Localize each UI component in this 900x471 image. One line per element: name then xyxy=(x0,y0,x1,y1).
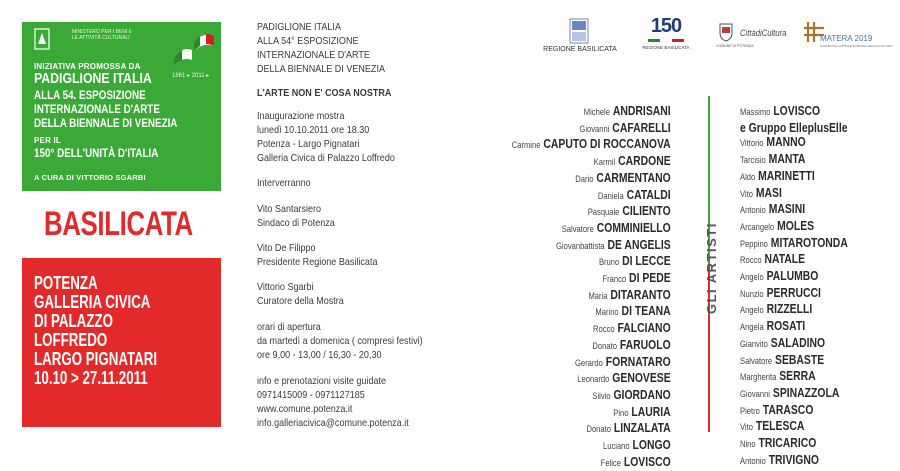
artist-entry xyxy=(740,236,848,253)
artists-label xyxy=(701,222,721,314)
artists-list-right xyxy=(740,104,848,469)
artist-entry xyxy=(740,353,848,370)
artist-first-name: Silvio xyxy=(592,390,611,402)
artist-first-name: Pietro xyxy=(740,405,760,417)
artist-first-name: Peppino xyxy=(740,238,768,250)
artist-last-name: NATALE xyxy=(764,251,806,267)
artist-first-name: Gianvito xyxy=(740,338,768,350)
artist-first-name: Massimo xyxy=(740,107,771,118)
artist-entry xyxy=(512,121,671,138)
matera-2019-logo xyxy=(800,18,893,50)
artist-entry xyxy=(740,419,848,436)
artist-first-name: Angelo xyxy=(740,305,764,317)
artist-entry xyxy=(740,386,848,403)
artist-first-name: Aldo xyxy=(740,171,756,183)
artist-first-name: Nunzio xyxy=(740,288,764,300)
artist-first-name: Pino xyxy=(613,407,629,419)
anniversary-number: 150 xyxy=(650,15,682,37)
artist-last-name: CAFARELLI xyxy=(612,119,671,135)
artist-entry xyxy=(740,202,848,219)
ministry-text: MINISTERO PER I BENI E LE ATTIVITÀ CULTURALI xyxy=(72,29,133,41)
artists-label-text: GLI ARTISTI xyxy=(704,222,719,314)
artist-last-name: SALADINO xyxy=(770,334,826,350)
artist-entry xyxy=(740,286,848,303)
artist-entry xyxy=(740,252,848,269)
artist-entry xyxy=(512,104,671,121)
artist-entry xyxy=(740,152,848,169)
venue-line: LOFFREDO xyxy=(34,330,108,350)
artist-last-name: TARASCO xyxy=(762,401,814,417)
speaker-name: Vittorio Sgarbi xyxy=(257,281,314,293)
artist-entry xyxy=(512,355,671,372)
artist-entry xyxy=(740,369,848,386)
artist-last-name: CARMENTANO xyxy=(596,169,671,185)
artist-first-name: Vito xyxy=(740,188,753,200)
artist-first-name: Rocco xyxy=(740,255,762,267)
artist-first-name: Rocco xyxy=(593,324,615,336)
artist-last-name: SEBASTE xyxy=(775,351,825,367)
artist-last-name: LOVISCO xyxy=(624,453,671,469)
artist-last-name: MANNO xyxy=(766,134,806,150)
artists-list-left xyxy=(512,104,671,471)
artist-last-name: CILIENTO xyxy=(622,203,671,219)
artist-entry xyxy=(512,388,671,405)
header-line: PADIGLIONE ITALIA xyxy=(257,21,341,33)
artist-entry xyxy=(740,453,848,470)
hours-line: da martedì a domenica ( compresi festivi) xyxy=(257,335,423,347)
matera-text: MATERA 2019 xyxy=(820,34,873,43)
artist-last-name: COMMINIELLO xyxy=(597,219,671,235)
speaker-role: Curatore della Mostra xyxy=(257,295,344,307)
for-the: PER IL xyxy=(34,136,61,145)
venue-line: DI PALAZZO xyxy=(34,311,113,331)
artist-first-name: Michele xyxy=(584,107,611,118)
inauguration-line: Potenza - Largo Pignatari xyxy=(257,138,360,150)
artist-last-name: RIZZELLI xyxy=(766,301,813,317)
unity-anniversary: 150° DELL'UNITÀ D'ITALIA xyxy=(34,146,159,160)
artist-entry xyxy=(512,455,671,471)
artist-entry xyxy=(512,188,671,205)
artist-entry xyxy=(512,204,671,221)
artist-entry xyxy=(740,186,848,203)
artist-last-name: TELESCA xyxy=(755,418,805,434)
header-line: ALLA 54° ESPOSIZIONE xyxy=(257,35,359,47)
speaker-block xyxy=(257,280,344,308)
artist-last-name: MITAROTONDA xyxy=(770,234,848,250)
speaker-name: Vito De Filippo xyxy=(257,242,316,254)
flags-icon xyxy=(172,28,216,68)
artist-first-name: Donato xyxy=(592,340,618,352)
artist-first-name: Tarcisio xyxy=(740,155,766,167)
artist-entry xyxy=(512,137,671,154)
artist-last-name: ROSATI xyxy=(766,318,806,334)
artist-first-name: Giovanbattista xyxy=(556,240,605,252)
artist-last-name: DI PEDE xyxy=(629,270,671,286)
opening-hours xyxy=(257,320,423,362)
artist-last-name: SPINAZZOLA xyxy=(772,384,840,400)
anniversary-caption: REGIONE BASILICATA xyxy=(642,45,690,50)
pavilion-title: PADIGLIONE ITALIA xyxy=(34,70,152,87)
speaker-block xyxy=(257,241,377,269)
speaker-role: Sindaco di Potenza xyxy=(257,217,335,229)
artist-first-name: Leonardo xyxy=(577,374,610,386)
artist-first-name: Nino xyxy=(740,439,756,451)
artist-entry xyxy=(740,169,848,186)
ministry-emblem-icon xyxy=(34,28,68,50)
artist-last-name: LONGO xyxy=(632,437,671,453)
artist-first-name: Salvatore xyxy=(562,223,595,235)
artist-first-name: Dario xyxy=(575,173,594,185)
artist-entry xyxy=(512,405,671,422)
artist-entry xyxy=(512,154,671,171)
venue-box xyxy=(22,258,221,427)
info-line: info e prenotazioni visite guidate xyxy=(257,375,387,387)
artist-last-name: MASINI xyxy=(768,201,806,217)
hours-line: orari di apertura xyxy=(257,321,321,333)
exhibition-line: INTERNAZIONALE D'ARTE xyxy=(34,102,160,116)
inauguration-line: lunedì 10.10.2011 ore 18.30 xyxy=(257,124,370,136)
phone-numbers: 0971415009 - 0971127185 xyxy=(257,389,365,401)
venue-line: LARGO PIGNATARI xyxy=(34,349,158,369)
artist-last-name: DITARANTO xyxy=(610,286,671,302)
citta-text: CittàdiCultura xyxy=(740,28,787,38)
regione-caption: REGIONE BASILICATA xyxy=(543,46,617,53)
artist-entry xyxy=(740,269,848,286)
artist-last-name: MASI xyxy=(755,184,782,200)
artist-last-name: FORNATARO xyxy=(606,353,671,369)
artist-entry xyxy=(512,171,671,188)
speaker-name: Vito Santarsiero xyxy=(257,203,322,215)
artist-last-name: FALCIANO xyxy=(617,320,671,336)
artist-first-name: Antonio xyxy=(740,205,766,217)
promotion-box xyxy=(22,22,221,191)
comune-caption: COMUNE DI POTENZA xyxy=(716,44,754,48)
artist-entry xyxy=(740,436,848,453)
exhibition-line: ALLA 54. ESPOSIZIONE xyxy=(34,88,146,102)
motto: L'ARTE NON E' COSA NOSTRA xyxy=(257,87,392,99)
curator-line: A CURA DI VITTORIO SGARBI xyxy=(34,173,146,182)
artist-first-name: Marino xyxy=(595,307,619,319)
artist-last-name: GENOVESE xyxy=(612,370,671,386)
exhibition-line: DELLA BIENNALE DI VENEZIA xyxy=(34,116,178,130)
venue-line: GALLERIA CIVICA xyxy=(34,292,151,312)
artist-first-name: Bruno xyxy=(599,257,620,269)
artist-last-name: TRIVIGNO xyxy=(768,451,819,467)
artist-last-name: TRICARICO xyxy=(758,435,817,451)
artist-first-name: Vittorio xyxy=(740,138,764,150)
artist-entry xyxy=(512,338,671,355)
comune-crest-icon xyxy=(718,22,734,42)
artist-last-name: PALUMBO xyxy=(766,268,819,284)
speaker-block xyxy=(257,202,335,230)
speaker-role: Presidente Regione Basilicata xyxy=(257,256,378,268)
artist-last-name: FARUOLO xyxy=(620,336,671,352)
artist-first-name: Luciano xyxy=(603,441,630,453)
venue-line: POTENZA xyxy=(34,273,98,293)
artist-first-name: Karmil xyxy=(593,157,616,169)
inauguration-line: Galleria Civica di Palazzo Loffredo xyxy=(257,152,395,164)
artist-last-name: ANDRISANI xyxy=(613,103,671,118)
contact-info xyxy=(257,374,409,430)
artist-first-name: Antonio xyxy=(740,455,766,467)
artist-entry xyxy=(512,321,671,338)
artist-entry xyxy=(512,221,671,238)
artist-last-name: CAPUTO DI ROCCANOVA xyxy=(543,136,671,152)
artist-last-name: MOLES xyxy=(777,217,815,233)
artist-first-name: Arcangelo xyxy=(740,221,775,233)
artist-entry xyxy=(740,135,848,152)
artist-first-name: Daniela xyxy=(598,190,624,202)
header-line: DELLA BIENNALE DI VENEZIA xyxy=(257,63,385,75)
hours-line: ore 9,00 - 13,00 / 16,30 - 20,30 xyxy=(257,349,382,361)
artist-last-name: CATALDI xyxy=(626,186,671,202)
artist-first-name: Vito xyxy=(740,422,753,434)
artist-entry xyxy=(740,219,848,236)
website-link[interactable]: www.comune.potenza.it xyxy=(257,403,353,415)
artist-first-name: Salvatore xyxy=(740,355,773,367)
inauguration-line: Inaugurazione mostra xyxy=(257,110,345,122)
regione-emblem-icon xyxy=(569,18,589,44)
artist-last-name: GIORDANO xyxy=(613,386,671,402)
artist-last-name: DI TEANA xyxy=(621,303,671,319)
tricolor-bar xyxy=(648,39,684,42)
artist-last-name: CARDONE xyxy=(618,153,671,169)
artist-entry xyxy=(740,302,848,319)
artist-entry xyxy=(512,371,671,388)
artist-last-name: e Gruppo ElleplusElle xyxy=(740,119,848,135)
email-link[interactable]: info.galleriacivica@comune.potenza.it xyxy=(257,417,409,429)
artist-first-name: Pasquale xyxy=(588,207,620,219)
citta-di-cultura-logo xyxy=(716,18,796,48)
artist-last-name: LOVISCO xyxy=(773,103,821,118)
inauguration-info xyxy=(257,109,395,165)
speakers-heading: Interverranno xyxy=(257,177,311,189)
artist-entry xyxy=(512,438,671,455)
artist-entry xyxy=(512,254,671,271)
promoted-by: INIZIATIVA PROMOSSA DA xyxy=(34,62,141,71)
region-title: BASILICATA xyxy=(44,205,193,243)
artist-entry xyxy=(740,403,848,420)
artist-entry xyxy=(512,421,671,438)
artist-first-name: Maria xyxy=(588,290,608,302)
artist-last-name: DI LECCE xyxy=(622,253,671,269)
artist-entry xyxy=(740,121,848,136)
artist-entry xyxy=(512,238,671,255)
pavilion-header xyxy=(257,20,385,76)
header-line: INTERNAZIONALE D'ARTE xyxy=(257,49,370,61)
artist-last-name: SERRA xyxy=(779,368,816,384)
artist-last-name: DE ANGELIS xyxy=(607,236,671,252)
artist-last-name: MARINETTI xyxy=(758,167,815,183)
artist-first-name: Giovanni xyxy=(740,388,770,400)
matera-subtitle: CANDIDATA CAPITALE EUROPEA DELLA CULTURA xyxy=(820,44,893,48)
artist-entry xyxy=(512,288,671,305)
anniversary-text: 1861 ▸ 2011 ▸ xyxy=(172,73,210,79)
artist-first-name: Margherita xyxy=(740,372,777,384)
artist-first-name: Felice xyxy=(601,457,622,469)
artist-entry xyxy=(740,319,848,336)
artist-first-name: Giovanni xyxy=(579,123,610,135)
artist-entry xyxy=(512,271,671,288)
artist-entry xyxy=(740,104,848,121)
artist-entry xyxy=(512,304,671,321)
artist-last-name: LINZALATA xyxy=(614,420,671,436)
artist-first-name: Carmine xyxy=(512,140,541,152)
artist-first-name: Angelo xyxy=(740,272,764,284)
artist-last-name: LAURIA xyxy=(631,403,671,419)
artist-entry xyxy=(740,336,848,353)
artist-last-name: MANTA xyxy=(768,151,806,167)
artist-first-name: Angela xyxy=(740,322,764,334)
artist-last-name: PERRUCCI xyxy=(766,284,821,300)
dates-line: 10.10 > 27.11.2011 xyxy=(34,368,148,388)
anniversary-logo xyxy=(640,15,692,50)
artist-first-name: Donato xyxy=(586,424,612,436)
artist-first-name: Gerardo xyxy=(575,357,604,369)
artist-first-name: Franco xyxy=(602,274,627,286)
